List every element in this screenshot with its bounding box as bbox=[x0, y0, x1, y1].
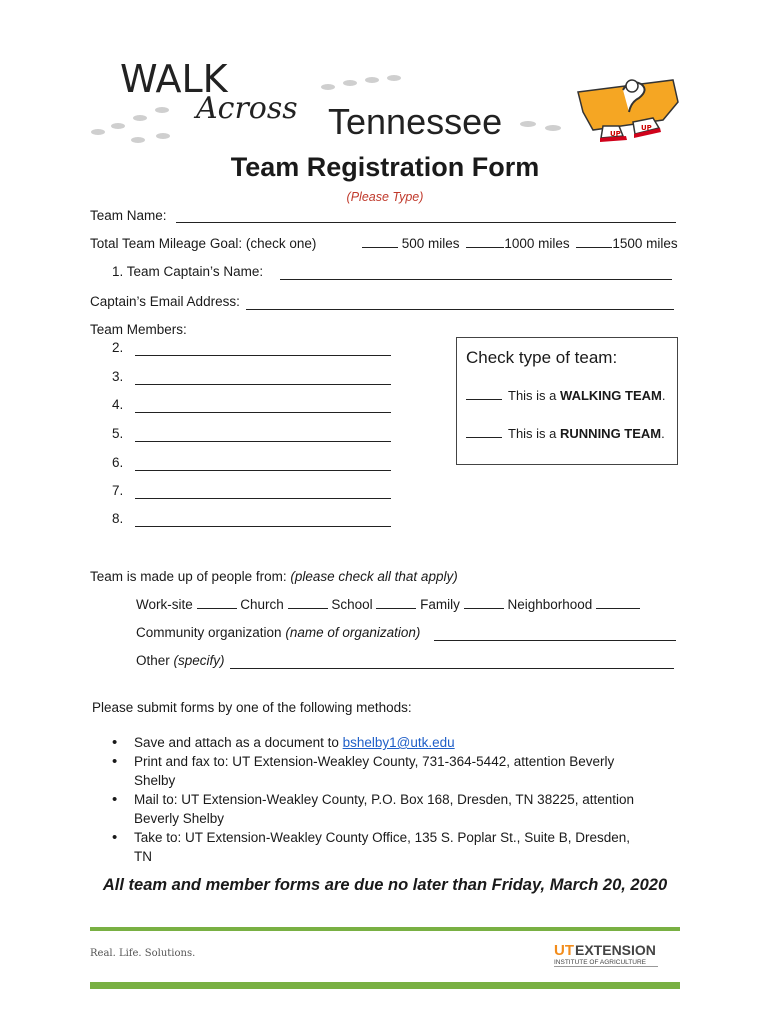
option-neighborhood: Neighborhood bbox=[507, 597, 593, 612]
team-type-box bbox=[456, 337, 678, 465]
mileage-goal-label: Total Team Mileage Goal: (check one) bbox=[90, 236, 317, 251]
church-check[interactable] bbox=[288, 608, 328, 609]
deadline-notice: All team and member forms are due no later than Friday, March 20, 2020 bbox=[102, 876, 668, 894]
school-check[interactable] bbox=[376, 608, 416, 609]
neighborhood-check[interactable] bbox=[596, 608, 640, 609]
footer-tagline: Real. Life. Solutions. bbox=[90, 948, 196, 959]
member-field-4[interactable] bbox=[135, 412, 391, 413]
worksite-check[interactable] bbox=[197, 608, 237, 609]
member-field-2[interactable] bbox=[135, 355, 391, 356]
team-name-field[interactable] bbox=[176, 222, 676, 223]
member-field-6[interactable] bbox=[135, 470, 391, 471]
other-field[interactable] bbox=[230, 668, 674, 669]
community-org-hint: (name of organization) bbox=[285, 625, 421, 640]
footer-divider-bottom bbox=[90, 982, 680, 989]
other-label bbox=[136, 653, 225, 668]
form-subtitle: (Please Type) bbox=[346, 190, 424, 204]
walking-team-check[interactable] bbox=[466, 399, 502, 400]
member-number: 2. bbox=[112, 340, 124, 355]
email-link[interactable]: bshelby1@utk.edu bbox=[342, 735, 455, 750]
member-number: 8. bbox=[112, 511, 124, 526]
running-team-option bbox=[466, 426, 665, 441]
captain-name-field[interactable] bbox=[280, 279, 672, 280]
family-check[interactable] bbox=[464, 608, 504, 609]
running-team-period: . bbox=[661, 426, 665, 441]
member-field-7[interactable] bbox=[135, 498, 391, 499]
running-team-label: RUNNING TEAM bbox=[560, 426, 662, 441]
member-number: 4. bbox=[112, 397, 124, 412]
member-field-5[interactable] bbox=[135, 441, 391, 442]
walking-team-option bbox=[466, 388, 665, 403]
ut-extension-logo bbox=[552, 940, 662, 970]
made-up-of-label bbox=[90, 569, 458, 584]
running-team-prefix: This is a bbox=[508, 426, 561, 441]
team-type-title: Check type of team: bbox=[466, 348, 618, 367]
footer-divider-top bbox=[90, 927, 680, 931]
member-number: 5. bbox=[112, 426, 124, 441]
logo-across-text: Across bbox=[196, 91, 298, 126]
logo-walk-text: WALK bbox=[120, 57, 228, 101]
logo-tennessee-text: Tennessee bbox=[328, 101, 503, 142]
other-hint: (specify) bbox=[173, 653, 225, 668]
option-family: Family bbox=[420, 597, 460, 612]
form-title: Team Registration Form bbox=[230, 152, 540, 182]
mileage-option-500: 500 miles bbox=[401, 236, 460, 251]
mileage-option-1000: 1000 miles bbox=[504, 236, 570, 251]
member-number: 7. bbox=[112, 483, 124, 498]
method-save-text: Save and attach as a document to bbox=[134, 735, 343, 750]
running-team-check[interactable] bbox=[466, 437, 502, 438]
mileage-500-check[interactable] bbox=[362, 247, 398, 248]
shoe-text-left: UP bbox=[610, 130, 621, 138]
member-field-3[interactable] bbox=[135, 384, 391, 385]
walk-across-tennessee-logo bbox=[88, 52, 688, 162]
captain-email-label: Captain’s Email Address: bbox=[90, 294, 240, 309]
shoe-text-right: UP bbox=[641, 124, 652, 132]
made-up-of-text: Team is made up of people from: bbox=[90, 569, 291, 584]
made-up-of-hint: (please check all that apply) bbox=[290, 569, 458, 584]
member-field-8[interactable] bbox=[135, 526, 391, 527]
team-name-label: Team Name: bbox=[90, 208, 167, 223]
list-item: • Print and fax to: UT Extension-Weakley County, 731-364-5442, attention Beverly Shelby bbox=[110, 752, 650, 790]
member-number: 6. bbox=[112, 455, 124, 470]
community-org-field[interactable] bbox=[434, 640, 676, 641]
walking-team-prefix: This is a bbox=[508, 388, 561, 403]
list-item bbox=[110, 733, 650, 752]
list-item: • Mail to: UT Extension-Weakley County, P.O. Box 168, Dresden, TN 38225, attention Beverly Shelby bbox=[110, 790, 650, 828]
captain-email-field[interactable] bbox=[246, 309, 674, 310]
submit-methods-list bbox=[110, 733, 650, 866]
made-up-options bbox=[136, 597, 640, 612]
ut-logo-sub: INSTITUTE OF AGRICULTURE bbox=[554, 959, 646, 966]
other-text: Other bbox=[136, 653, 174, 668]
team-members-label: Team Members: bbox=[90, 322, 187, 337]
member-number: 3. bbox=[112, 369, 124, 384]
option-church: Church bbox=[240, 597, 284, 612]
walking-team-period: . bbox=[661, 388, 666, 403]
option-school: School bbox=[331, 597, 373, 612]
ut-logo-prefix: UT bbox=[554, 942, 574, 959]
mileage-option-1500: 1500 miles bbox=[612, 236, 678, 251]
mileage-1500-check[interactable] bbox=[576, 247, 612, 248]
captain-name-label: 1. Team Captain’s Name: bbox=[112, 264, 264, 279]
mileage-options bbox=[362, 236, 678, 251]
community-org-label bbox=[136, 625, 420, 640]
tennessee-mascot-icon bbox=[578, 80, 678, 142]
submit-intro: Please submit forms by one of the following methods: bbox=[92, 700, 412, 715]
walking-team-label: WALKING TEAM bbox=[560, 388, 662, 403]
ut-logo-name: EXTENSION bbox=[575, 942, 656, 958]
option-worksite: Work-site bbox=[136, 597, 193, 612]
mileage-1000-check[interactable] bbox=[466, 247, 504, 248]
list-item: • Take to: UT Extension-Weakley County Office, 135 S. Poplar St., Suite B, Dresden, TN bbox=[110, 828, 650, 866]
community-org-text: Community organization bbox=[136, 625, 286, 640]
